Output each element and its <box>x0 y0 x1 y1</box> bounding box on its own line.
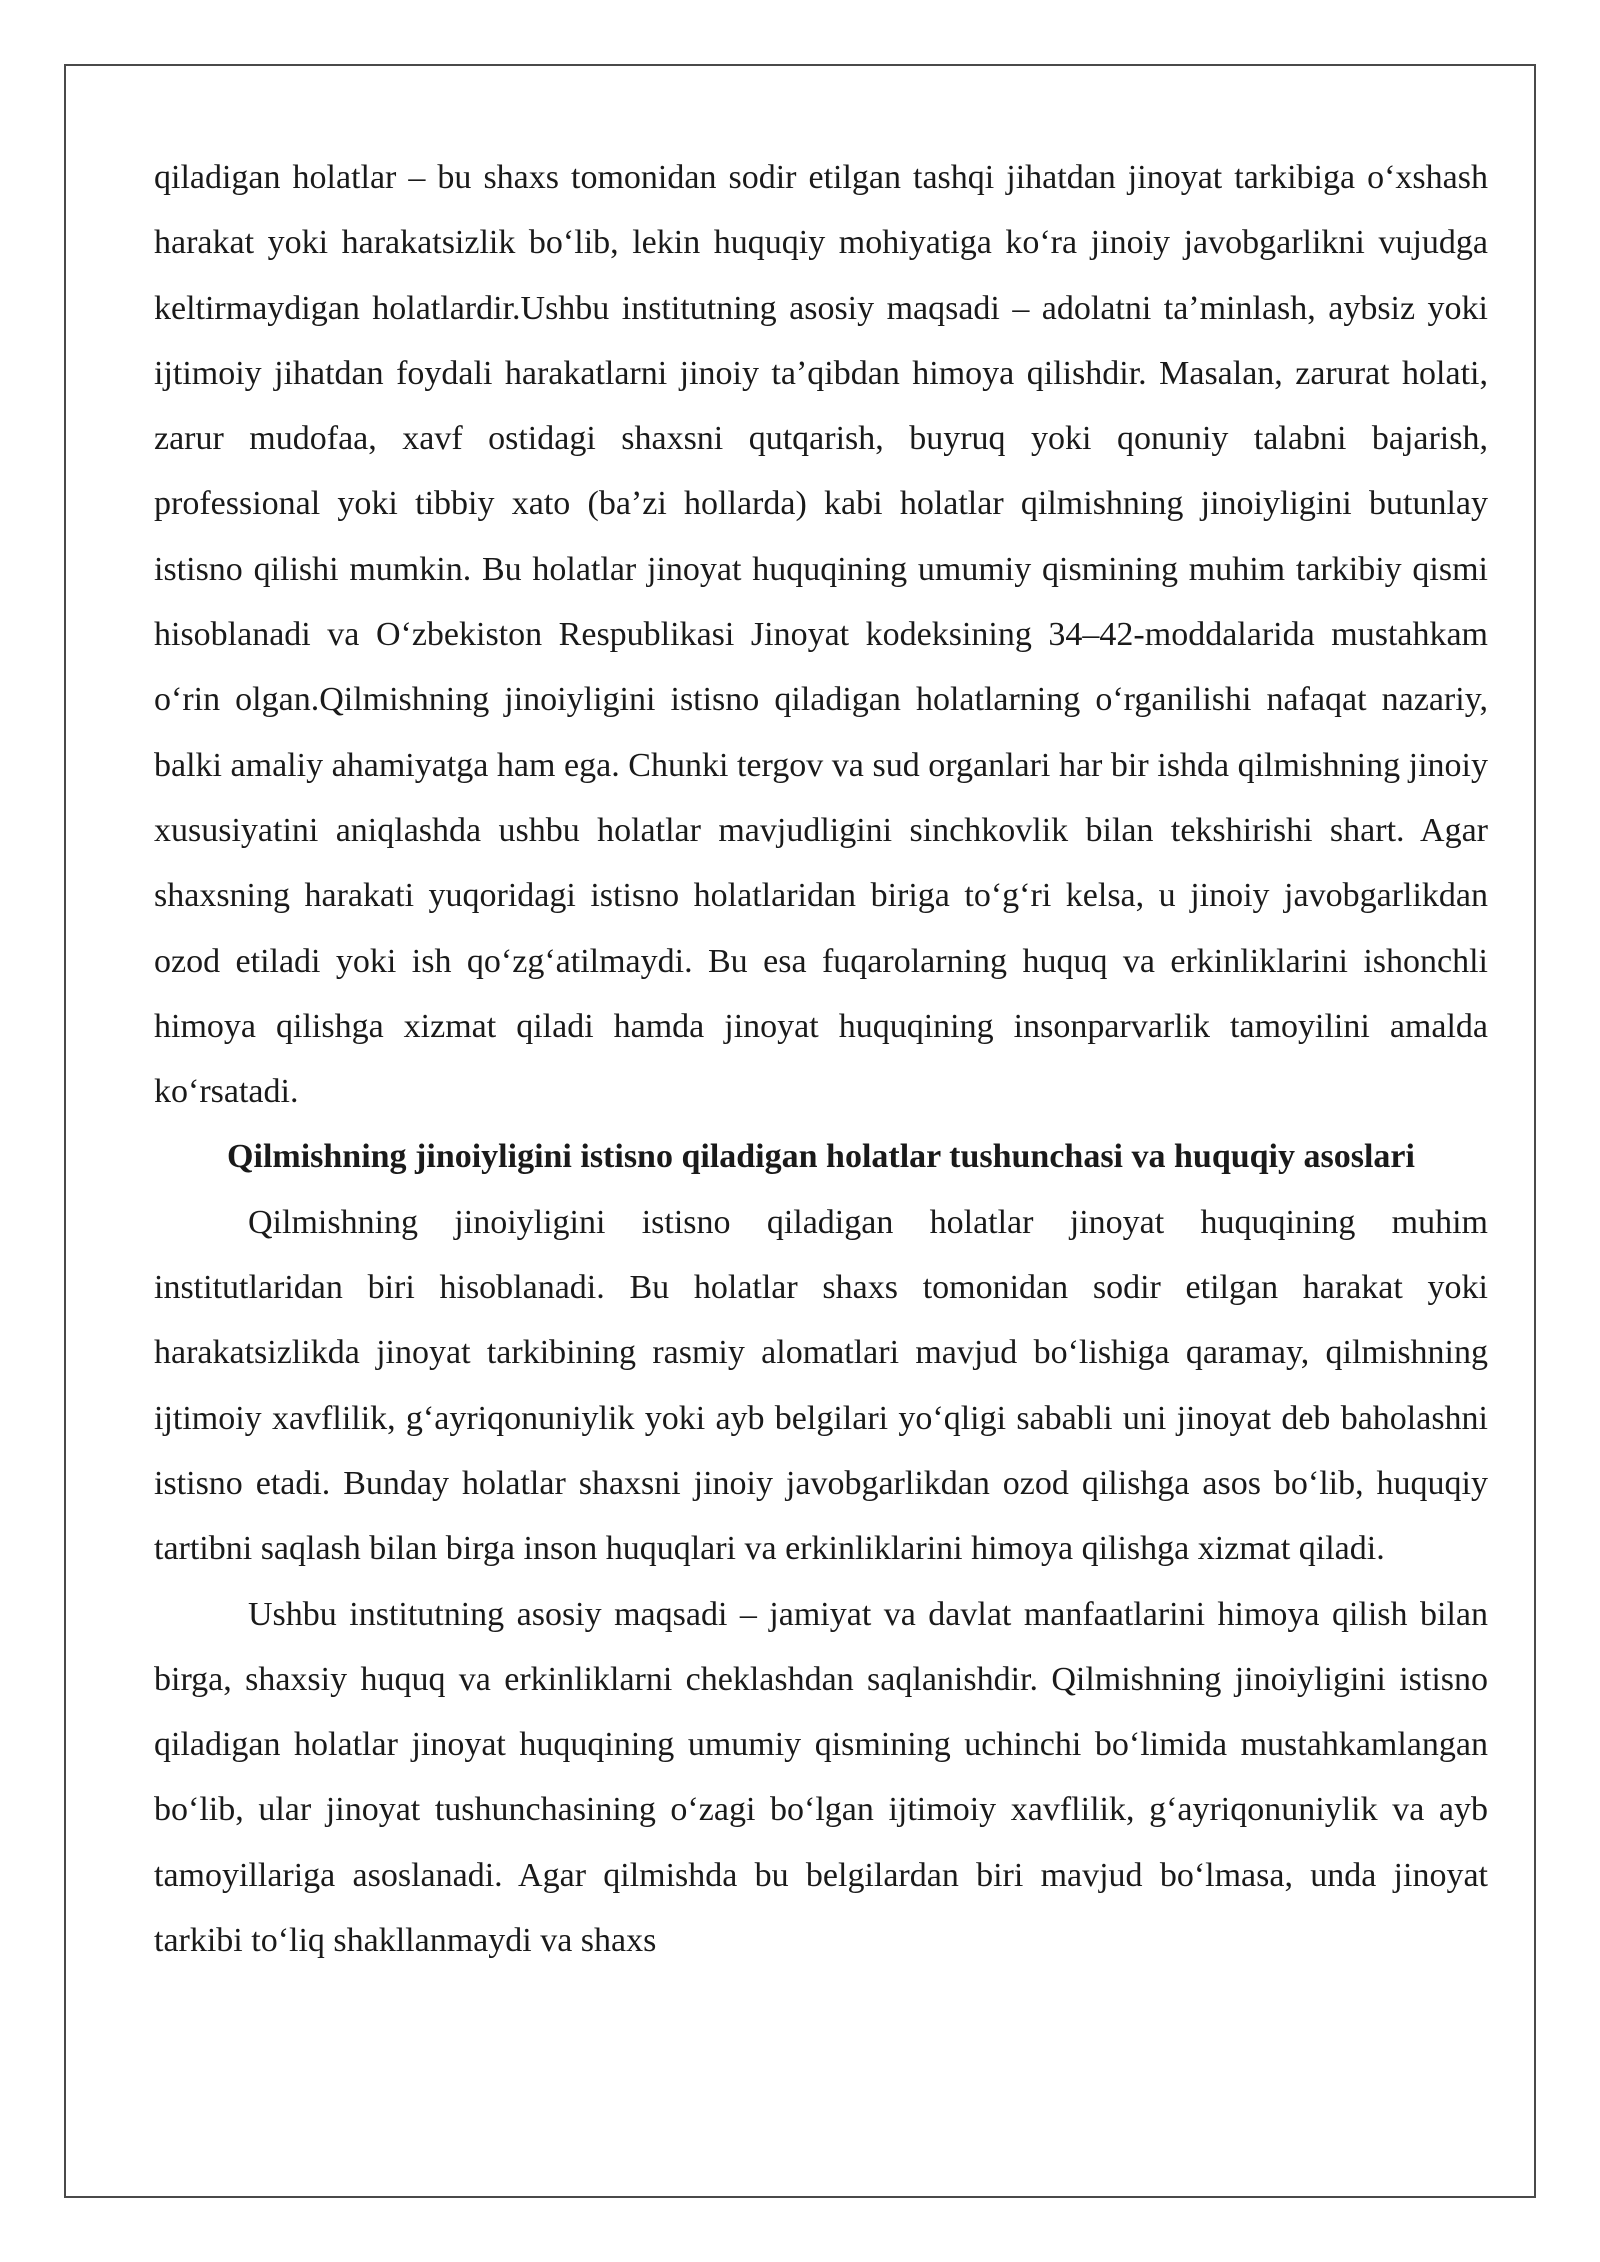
body-paragraph-1: qiladigan holatlar – bu shaxs tomonidan sodir etilgan tashqi jihatdan jinoyat tarkibiga oʻxshash harakat yoki harakatsizlik boʻlib, lekin huquqiy mohiyatiga koʻra jinoiy javobgarlikni vujudga keltirmaydigan holatlardir.Ushbu institutning asosiy maqsadi – adolatni taʼminlash, aybsiz yoki ijtimoiy jihatdan foydali harakatlarni jinoiy taʼqibdan himoya qilishdir. Masalan, zarurat holati, zarur mudofaa, xavf ostidagi shaxsni qutqarish, buyruq yoki qonuniy talabni bajarish, professional yoki tibbiy xato (baʼzi hollarda) kabi holatlar qilmishning jinoiyligini butunlay istisno qilishi mumkin. Bu holatlar jinoyat huquqining umumiy qismining muhim tarkibiy qismi hisoblanadi va Oʻzbekiston Respublikasi Jinoyat kodeksining 34–42-moddalarida mustahkam oʻrin olgan.Qilmishning jinoiyligini istisno qiladigan holatlarning oʻrganilishi nafaqat nazariy, balki amaliy ahamiyatga ham ega. Chunki tergov va sud organlari har bir ishda qilmishning jinoiy xususiyatini aniqlashda ushbu holatlar mavjudligini sinchkovlik bilan tekshirishi shart. Agar shaxsning harakati yuqoridagi istisno holatlaridan biriga toʻgʻri kelsa, u jinoiy javobgarlikdan ozod etiladi yoki ish qoʻzgʻatilmaydi. Bu esa fuqarolarning huquq va erkinliklarini ishonchli himoya qilishga xizmat qiladi hamda jinoyat huquqining insonparvarlik tamoyilini amalda koʻrsatadi. <box>154 159 1488 1111</box>
section-heading: Qilmishning jinoiyligini istisno qiladigan holatlar tushunchasi va huquqiy asoslari <box>227 1138 1415 1176</box>
body-paragraph-2: Qilmishning jinoiyligini istisno qiladigan holatlar jinoyat huquqining muhim institutlaridan biri hisoblanadi. Bu holatlar shaxs tomonidan sodir etilgan harakat yoki harakatsizlikda jinoyat tarkibining rasmiy alomatlari mavjud boʻlishiga qaramay, qilmishning ijtimoiy xavflilik, gʻayriqonuniylik yoki ayb belgilari yoʻqligi sababli uni jinoyat deb baholashni istisno etadi. Bunday holatlar shaxsni jinoiy javobgarlikdan ozod qilishga asos boʻlib, huquqiy tartibni saqlash bilan birga inson huquqlari va erkinliklarini himoya qilishga xizmat qiladi. <box>154 1203 1488 1568</box>
document-body <box>154 145 1488 1973</box>
body-paragraph-3: Ushbu institutning asosiy maqsadi – jamiyat va davlat manfaatlarini himoya qilish bilan birga, shaxsiy huquq va erkinliklarni cheklashdan saqlanishdir. Qilmishning jinoiyligini istisno qiladigan holatlar jinoyat huquqining umumiy qismining uchinchi boʻlimida mustahkamlangan boʻlib, ular jinoyat tushunchasining oʻzagi boʻlgan ijtimoiy xavflilik, gʻayriqonuniylik va ayb tamoyillariga asoslanadi. Agar qilmishda bu belgilardan biri mavjud boʻlmasa, unda jinoyat tarkibi toʻliq shakllanmaydi va shaxs <box>154 1595 1488 1960</box>
